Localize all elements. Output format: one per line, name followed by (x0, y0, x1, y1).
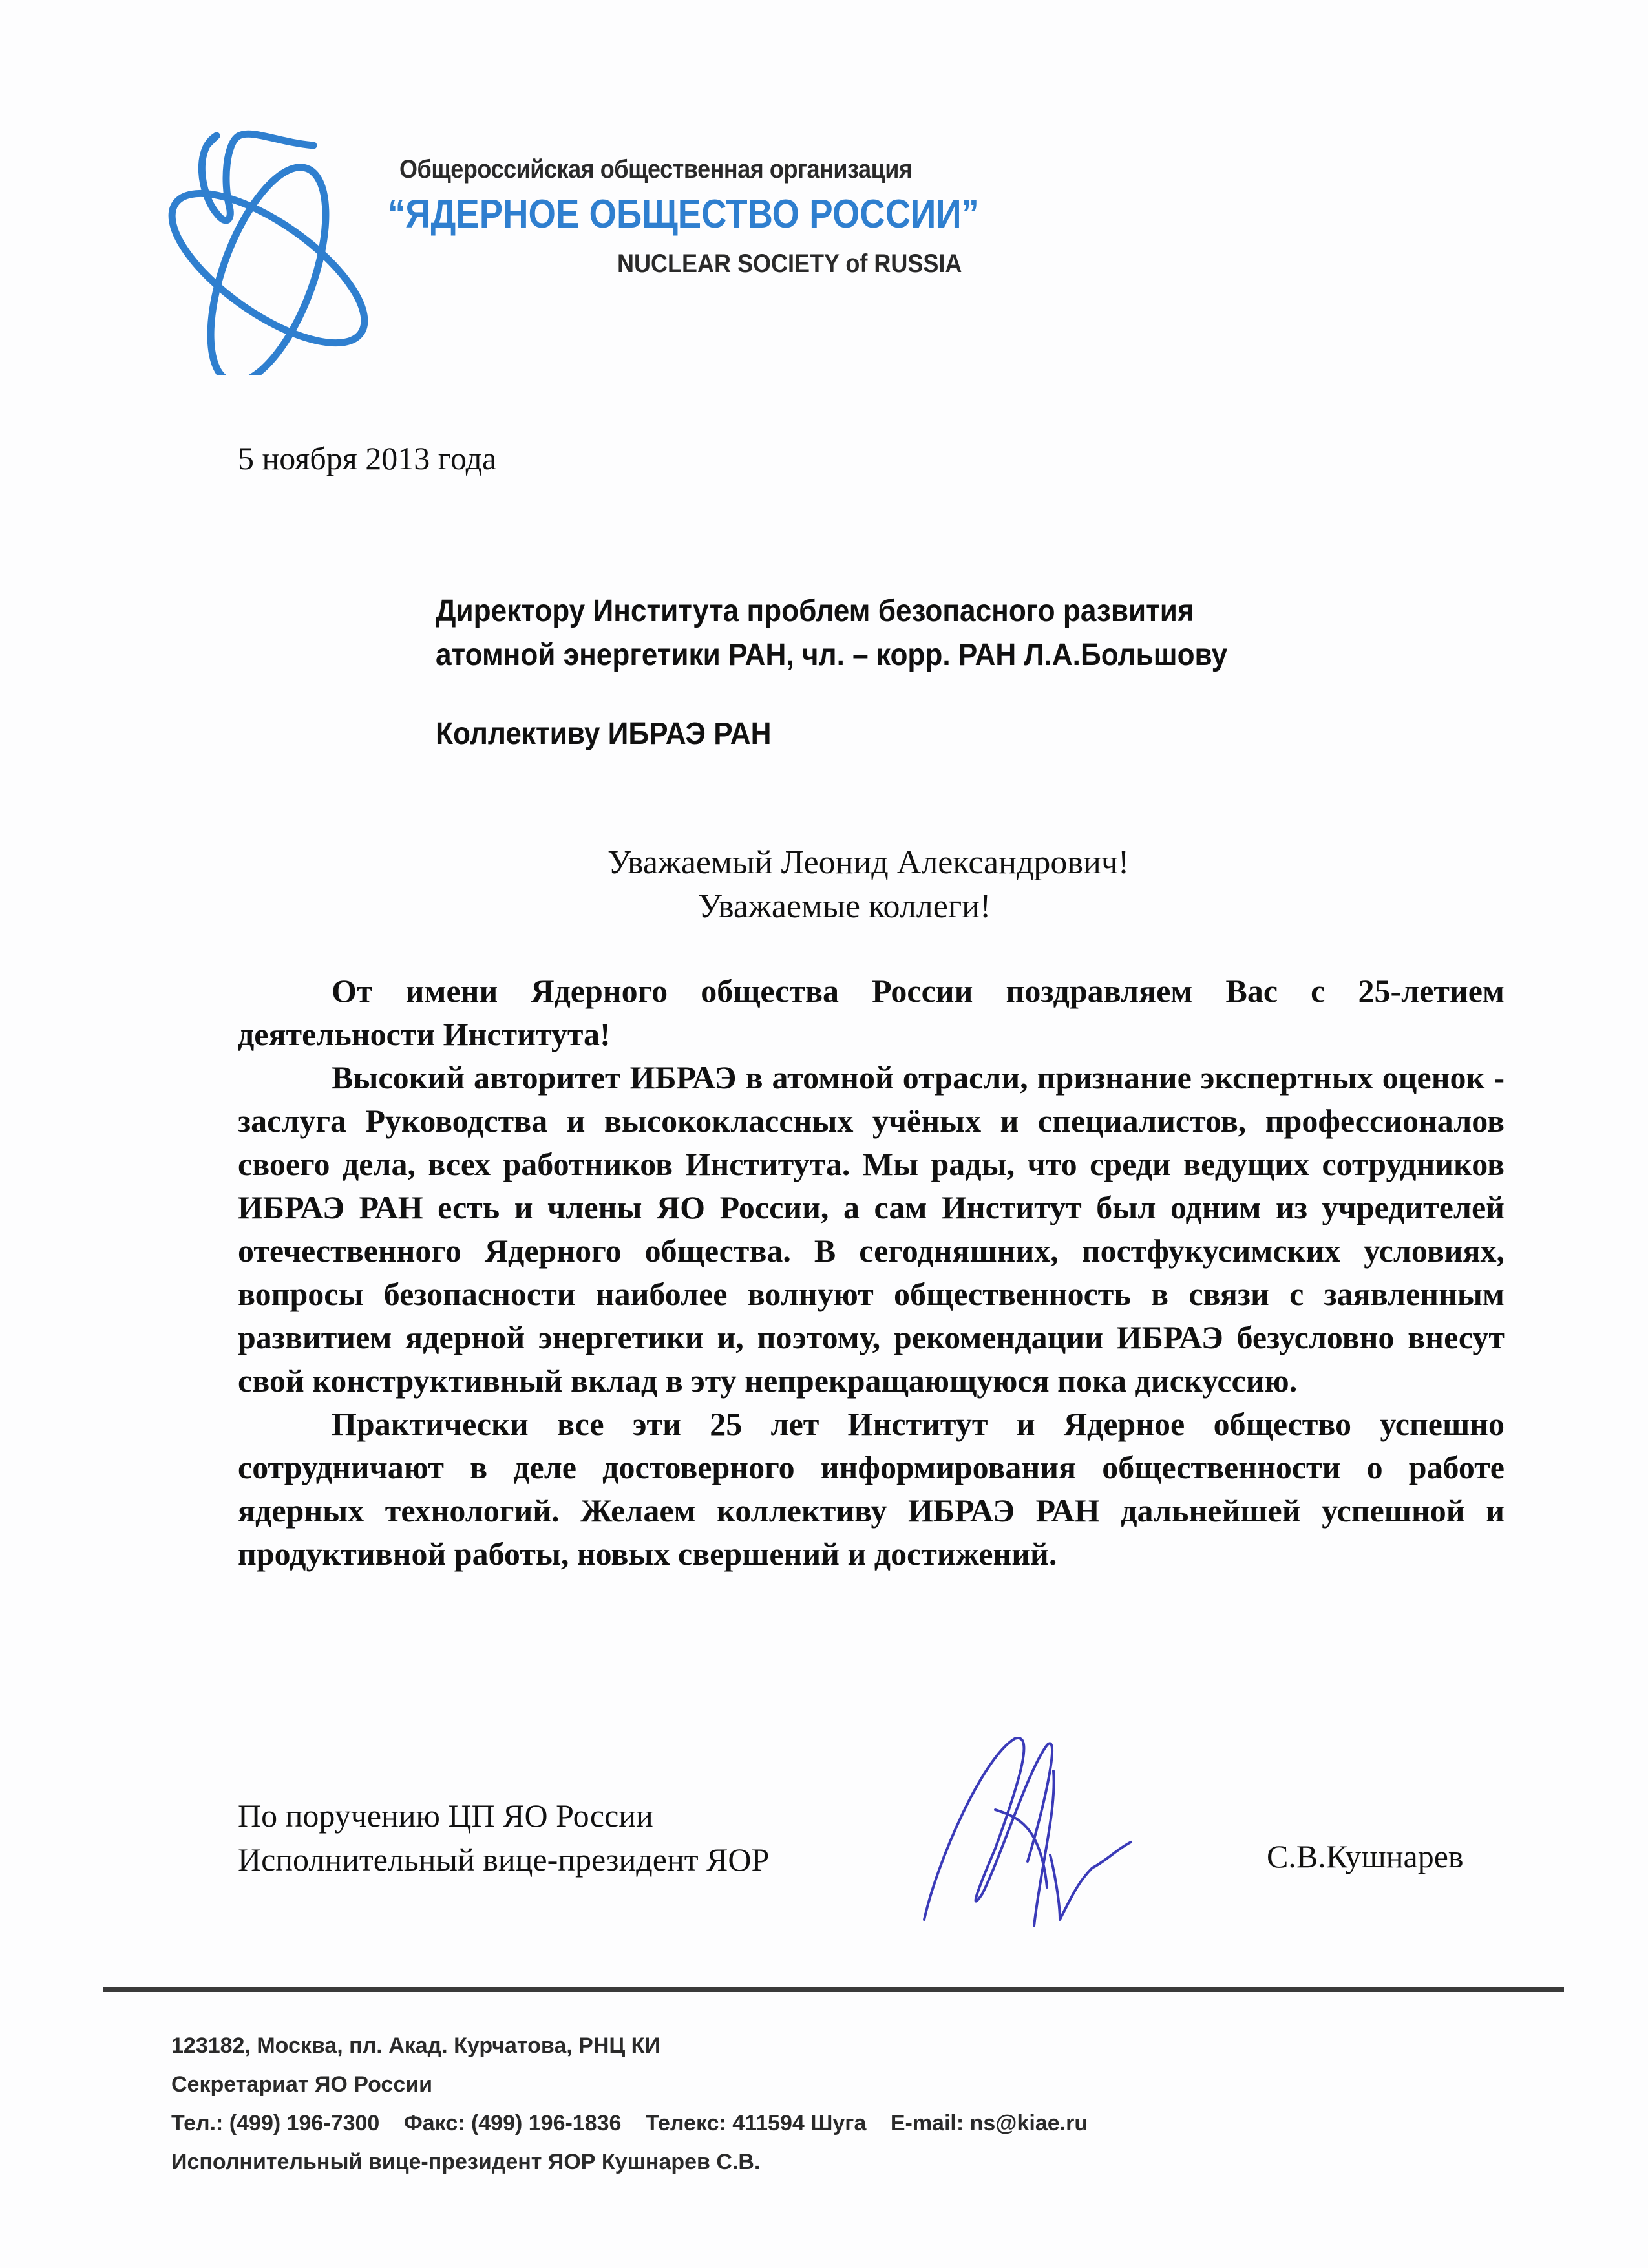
footer-telex: Телекс: 411594 Шуга (645, 2111, 867, 2136)
dove-atom-logo-icon (155, 116, 427, 375)
signatory-name: С.В.Кушнарев (1267, 1838, 1464, 1874)
letter-body (238, 970, 1505, 1576)
body-paragraph: Высокий авторитет ИБРАЭ в атомной отрасли, признание экспертных оценок - заслуга Руководства и высококлассных учёных и специалистов, профессионалов своего дела, всех работников Института. Мы рады, что среди ведущих сотрудников ИБРАЭ РАН есть и члены ЯО России, а сам Институт был одним из учредителей отечественного Ядерного общества. В сегодняшних, постфукусимских условиях, вопросы безопасности наиболее волнуют общественность в связи с заявленным развитием ядерной энергетики и, поэтому, рекомендации ИБРАЭ безусловно внесут свой конструктивный вклад в эту непрекращающуюся пока дискуссию. (238, 1059, 1505, 1399)
addressee-line-1: Директору Института проблем безопасного развития (436, 594, 1194, 628)
footer-divider (103, 1987, 1564, 1992)
org-name-en: NUCLEAR SOCIETY of RUSSIA (617, 249, 962, 278)
signatory-line-2: Исполнительный вице-президент ЯОР (238, 1841, 770, 1878)
signatory-title (238, 1794, 769, 1881)
footer-contacts (171, 2104, 1106, 2143)
salutation-2: Уважаемые коллеги! (698, 888, 991, 925)
letter-date: 5 ноября 2013 года (238, 440, 497, 476)
footer-secretariat: Секретариат ЯО России (171, 2072, 433, 2097)
signatory-line-1: По поручению ЦП ЯО России (238, 1797, 653, 1834)
footer (171, 2026, 1106, 2181)
footer-vp: Исполнительный вице-президент ЯОР Кушнарев С.В. (171, 2150, 761, 2174)
addressee-line-2: атомной энергетики РАН, чл. – корр. РАН Л.А.Большову (436, 638, 1228, 672)
org-type: Общероссийская общественная организация (399, 155, 913, 184)
footer-fax: Факс: (499) 196-1836 (403, 2111, 622, 2136)
footer-phone: Тел.: (499) 196-7300 (171, 2111, 380, 2136)
addressee-line-3: Коллективу ИБРАЭ РАН (436, 717, 772, 751)
body-paragraph: Практически все эти 25 лет Институт и Ядерное общество успешно сотрудничают в деле достоверного информирования общественности о работе ядерных технологий. Желаем коллективу ИБРАЭ РАН дальнейшей успешной и продуктивной работы, новых свершений и достижений. (238, 1406, 1505, 1572)
body-paragraph: От имени Ядерного общества России поздравляем Вас с 25-летием деятельности Института! (238, 973, 1505, 1052)
salutation-1: Уважаемый Леонид Александрович! (607, 844, 1130, 881)
org-name: “ЯДЕРНОЕ ОБЩЕСТВО РОССИИ” (388, 192, 979, 237)
footer-address: 123182, Москва, пл. Акад. Курчатова, РНЦ КИ (171, 2033, 660, 2058)
handwritten-signature-icon (885, 1719, 1221, 1939)
footer-email[interactable]: E-mail: ns@kiae.ru (890, 2111, 1088, 2136)
